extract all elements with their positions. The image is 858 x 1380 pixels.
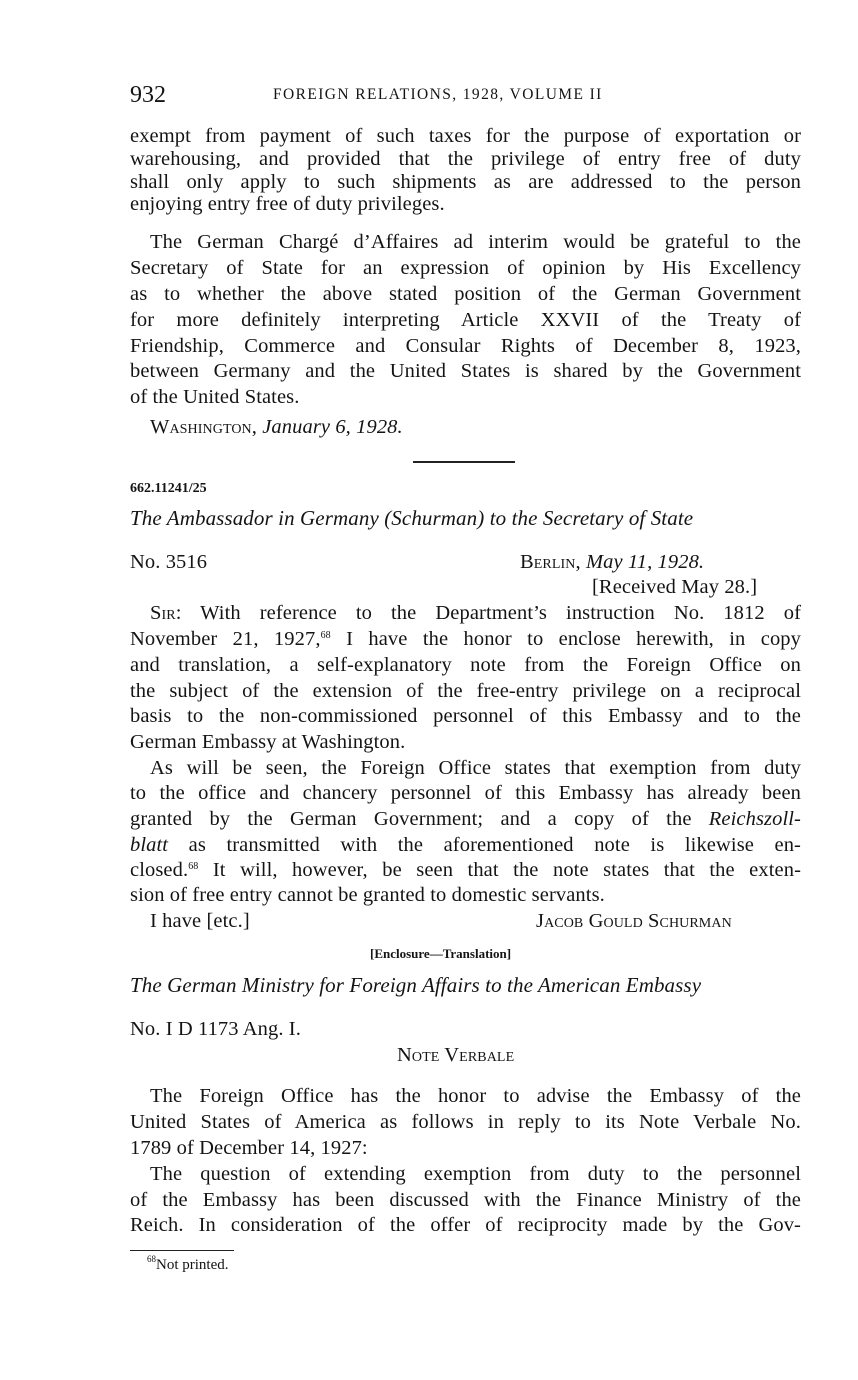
received-note: [Received May 28.] (592, 576, 758, 598)
document-number: No. 3516 (130, 551, 208, 573)
enclosure-label: [Enclosure—Translation] (370, 946, 512, 961)
document-heading-text: The Ambassador in Germany (Schurman) to the Secretary of State (130, 506, 694, 530)
text-line: as to whether the above stated position of the German Government (130, 283, 801, 305)
text-segment: It will, however, be seen that the note states that the exten- (198, 859, 801, 881)
document-heading (130, 505, 693, 531)
text-segment: granted by the German Government; and a copy of the (130, 808, 709, 830)
text-line: 1789 of December 14, 1927: (130, 1137, 368, 1159)
closing: I have [etc.] (150, 910, 250, 932)
dateline-date: May 11, 1928. (585, 551, 705, 573)
text-line (130, 806, 801, 832)
footnote-reference: 68 (188, 861, 199, 872)
text-line: The German Chargé d’Affaires ad interim would be grateful to the (150, 231, 801, 253)
dateline-date: January 6, 1928. (262, 416, 403, 438)
text-line: United States of America as follows in reply to its Note Verbale No. (130, 1111, 801, 1133)
text-line: for more definitely interpreting Article XXVII of the Treaty of (130, 309, 801, 331)
text-line: shall only apply to such shipments as are addressed to the person (130, 171, 801, 193)
text-line: The question of extending exemption from duty to the personnel (150, 1163, 801, 1185)
dateline (520, 549, 704, 575)
text-line (150, 600, 801, 626)
text-line: to the office and chancery personnel of this Embassy has already been (130, 782, 801, 804)
text-line: The Foreign Office has the honor to advise the Embassy of the (150, 1085, 801, 1107)
text-line: Reich. In consideration of the offer of reciprocity made by the Gov- (130, 1214, 801, 1236)
text-segment: as transmitted with the aforementioned note is likewise en- (168, 834, 801, 856)
text-line (130, 832, 801, 858)
text-line: and translation, a self-explanatory note from the Foreign Office on (130, 654, 801, 676)
text-line: German Embassy at Washington. (130, 731, 406, 753)
text-segment: With reference to the Department’s instruction No. 1812 of (181, 602, 801, 624)
text-segment: November 21, 1927, (130, 628, 321, 650)
dateline-place: Berlin, (520, 551, 581, 573)
section-divider (413, 461, 515, 463)
signature: Jacob Gould Schurman (536, 910, 732, 932)
footnote-text: Not printed. (156, 1257, 229, 1273)
footnote-mark: 68 (147, 1254, 156, 1264)
text-line: Secretary of State for an expression of opinion by His Excellency (130, 257, 801, 279)
enclosure-heading: The German Ministry for Foreign Affairs to the American Embassy (130, 973, 702, 997)
running-title: FOREIGN RELATIONS, 1928, VOLUME II (273, 86, 603, 103)
page-number: 932 (130, 82, 166, 108)
text-segment: Reichszoll- (708, 808, 801, 830)
text-line: between Germany and the United States is shared by the Government (130, 360, 801, 382)
dateline (150, 414, 403, 440)
text-line: sion of free entry cannot be granted to domestic servants. (130, 884, 605, 906)
text-line: enjoying entry free of duty privileges. (130, 193, 445, 215)
text-segment: I have the honor to enclose herewith, in copy (330, 628, 801, 650)
file-number: 662.11241/25 (130, 481, 207, 496)
text-line: basis to the non-commissioned personnel of this Embassy and to the (130, 705, 801, 727)
text-line (130, 626, 801, 652)
text-line: of the United States. (130, 386, 300, 408)
footnote-reference: 68 (320, 630, 331, 641)
text-segment: blatt (130, 834, 169, 856)
text-segment: closed. (130, 859, 189, 881)
text-line: Friendship, Commerce and Consular Rights of December 8, 1923, (130, 335, 801, 357)
text-line: As will be seen, the Foreign Office states that exemption from duty (150, 757, 801, 779)
text-line: the subject of the extension of the free-entry privilege on a reciprocal (130, 680, 801, 702)
text-line: exempt from payment of such taxes for the purpose of exportation or (130, 125, 801, 147)
dateline-place: Washington, (150, 416, 257, 438)
enclosure-number: No. I D 1173 Ang. I. (130, 1018, 301, 1040)
footnote (147, 1254, 229, 1274)
text-line: of the Embassy has been discussed with the Finance Ministry of the (130, 1189, 801, 1211)
note-title: Note Verbale (397, 1044, 515, 1066)
text-line (130, 857, 801, 883)
salutation: Sir: (150, 602, 182, 624)
text-line: warehousing, and provided that the privilege of entry free of duty (130, 148, 801, 170)
footnote-rule (130, 1250, 234, 1251)
